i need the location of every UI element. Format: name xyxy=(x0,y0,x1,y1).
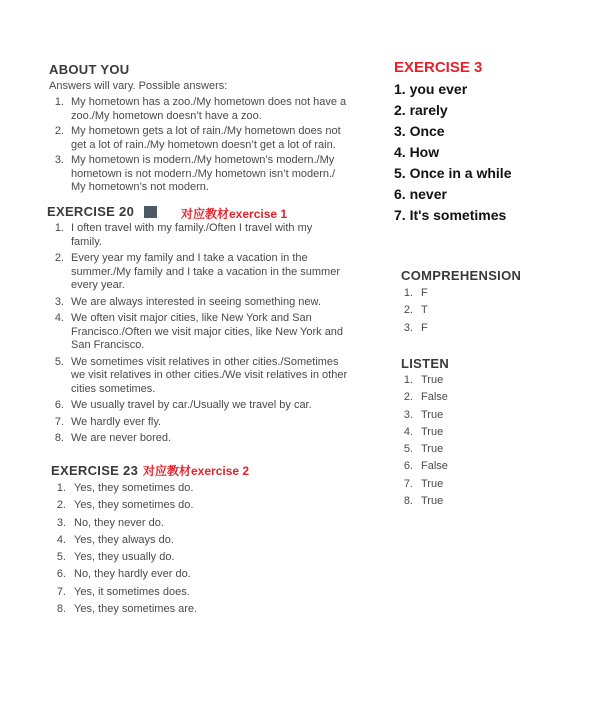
item-text: F xyxy=(421,287,428,299)
item-number: 7. xyxy=(56,585,66,598)
list-item xyxy=(48,601,348,618)
text-line: Every year my family and I take a vacation in the xyxy=(71,252,308,264)
list-item xyxy=(395,458,545,475)
text-line: My hometown’s not modern. xyxy=(71,181,209,193)
text-line: We hardly ever fly. xyxy=(71,415,162,428)
list-item xyxy=(52,296,360,310)
exercise-23-note: 对应教材exercise 2 xyxy=(143,464,250,478)
list-item xyxy=(48,515,348,532)
list-item xyxy=(48,584,348,601)
item-text: F xyxy=(421,321,428,334)
item-text: Yes, they sometimes do. xyxy=(74,499,194,512)
exercise-20-note: 对应教材exercise 1 xyxy=(181,207,288,221)
list-item xyxy=(52,356,360,397)
list-item: 3. Once xyxy=(394,123,445,139)
item-text: False xyxy=(421,460,448,473)
item-number: 3. xyxy=(54,295,64,308)
about-you-intro: Answers will vary. Possible answers: xyxy=(49,80,228,92)
text-line: We sometimes visit relatives in other cities./Sometimes xyxy=(71,355,339,368)
list-item xyxy=(48,497,348,514)
item-number: 5. xyxy=(56,551,66,564)
item-text xyxy=(64,125,352,152)
listen-heading: LISTEN xyxy=(401,356,450,371)
list-item xyxy=(48,566,348,583)
text-line: My hometown has a zoo./My hometown does not have a xyxy=(71,96,347,108)
text-line: My hometown is modern./My hometown’s modern./My xyxy=(71,154,335,166)
item-number: 8. xyxy=(54,432,64,444)
text-line: We are never bored. xyxy=(71,432,172,444)
item-number: 4. xyxy=(403,425,413,438)
item-number: 6. xyxy=(56,568,66,581)
item-number: 1. xyxy=(56,482,66,494)
list-item xyxy=(48,532,348,549)
item-text: Yes, they usually do. xyxy=(74,551,175,564)
exercise-3-answer-list xyxy=(394,79,584,226)
item-text xyxy=(64,416,360,430)
list-item xyxy=(52,312,360,353)
exercise-20-answer-list xyxy=(52,222,360,446)
list-item xyxy=(52,432,360,446)
item-number: 8. xyxy=(403,495,413,508)
list-item xyxy=(395,476,545,493)
list-item: 1. you ever xyxy=(394,81,468,97)
item-text: True xyxy=(421,443,444,456)
about-you-answer-list xyxy=(52,96,352,195)
item-text xyxy=(64,399,360,413)
item-text: No, they hardly ever do. xyxy=(74,568,191,581)
item-text: False xyxy=(421,391,448,404)
text-line: get a lot of rain./My hometown doesn’t get a lot of rain. xyxy=(71,138,336,151)
item-number: 2. xyxy=(54,125,64,137)
comprehension-heading: COMPREHENSION xyxy=(401,268,522,283)
item-text xyxy=(64,312,360,353)
list-item xyxy=(52,154,352,195)
exercise-20-heading: EXERCISE 20 xyxy=(47,204,135,219)
item-number: 3. xyxy=(403,408,413,421)
item-text xyxy=(64,154,352,195)
text-line: We usually travel by car./Usually we travel by car. xyxy=(71,399,312,411)
item-text xyxy=(64,252,360,293)
item-number: 1. xyxy=(54,222,64,234)
text-line: San Francisco. xyxy=(71,339,145,351)
list-item xyxy=(395,302,545,319)
text-line: we visit relatives in other cities./We visit relatives in other xyxy=(71,369,348,381)
item-text: T xyxy=(421,304,428,317)
item-text: True xyxy=(421,374,444,386)
text-line: family. xyxy=(71,235,102,248)
list-item: 2. rarely xyxy=(394,102,448,118)
list-item xyxy=(395,389,545,406)
item-text: Yes, they sometimes do. xyxy=(74,482,194,494)
list-item xyxy=(52,96,352,123)
text-line: My hometown gets a lot of rain./My hometown does not xyxy=(71,125,341,137)
list-item: 7. It's sometimes xyxy=(394,207,507,223)
text-line: zoo./My hometown doesn’t have a zoo. xyxy=(71,109,262,122)
about-you-heading: ABOUT YOU xyxy=(49,62,130,77)
list-item: 4. How xyxy=(394,144,440,160)
list-item xyxy=(52,222,360,249)
item-text: Yes, they always do. xyxy=(74,533,174,546)
item-text: True xyxy=(421,408,444,421)
list-item: 5. Once in a while xyxy=(394,165,512,181)
item-text: True xyxy=(421,425,444,438)
item-number: 4. xyxy=(56,533,66,546)
item-number: 1. xyxy=(403,374,413,386)
list-item xyxy=(395,372,545,389)
item-text xyxy=(64,432,360,446)
item-number: 2. xyxy=(54,252,64,264)
text-line: I often travel with my family./Often I travel with my xyxy=(71,222,313,234)
item-number: 5. xyxy=(403,443,413,456)
item-number: 6. xyxy=(54,399,64,411)
list-item xyxy=(395,424,545,441)
item-text xyxy=(64,222,360,249)
item-number: 1. xyxy=(403,287,413,299)
item-number: 7. xyxy=(403,477,413,490)
list-item xyxy=(395,320,545,337)
item-number: 8. xyxy=(56,603,66,616)
exercise-23-heading: EXERCISE 23 xyxy=(51,463,139,478)
text-line: We often visit major cities, like New York and San xyxy=(71,312,312,324)
text-line: cities sometimes. xyxy=(71,382,156,395)
list-item: 6. never xyxy=(394,186,447,202)
item-number: 2. xyxy=(403,304,413,317)
item-number: 7. xyxy=(54,415,64,428)
item-number: 4. xyxy=(54,312,64,324)
text-line: We are always interested in seeing something new. xyxy=(71,295,321,308)
item-text: True xyxy=(421,495,444,508)
list-item xyxy=(395,407,545,424)
item-text: No, they never do. xyxy=(74,516,164,529)
listen-answer-list xyxy=(395,372,545,510)
text-line: every year. xyxy=(71,279,125,291)
list-item xyxy=(395,493,545,510)
list-item xyxy=(48,480,348,497)
list-item xyxy=(48,549,348,566)
list-item xyxy=(52,416,360,430)
list-item xyxy=(52,125,352,152)
item-text xyxy=(64,356,360,397)
item-text: True xyxy=(421,477,444,490)
item-number: 3. xyxy=(403,321,413,334)
item-number: 2. xyxy=(403,391,413,404)
list-item xyxy=(52,399,360,413)
item-number: 5. xyxy=(54,355,64,368)
list-item xyxy=(395,285,545,302)
comprehension-answer-list xyxy=(395,285,545,337)
text-line: hometown is not modern./My hometown isn’t modern./ xyxy=(71,167,336,180)
item-number: 3. xyxy=(56,516,66,529)
item-text xyxy=(64,296,360,310)
item-text: Yes, they sometimes are. xyxy=(74,603,198,616)
exercise-3-heading: EXERCISE 3 xyxy=(394,59,483,76)
item-number: 6. xyxy=(403,460,413,473)
list-item xyxy=(395,441,545,458)
text-line: summer./My family and I take a vacation in the summer xyxy=(71,265,340,278)
text-line: Francisco./Often we visit major cities, like New York and xyxy=(71,325,344,338)
list-item xyxy=(52,252,360,293)
marker-box xyxy=(144,206,157,218)
item-text xyxy=(64,96,352,123)
item-number: 2. xyxy=(56,499,66,512)
exercise-23-answer-list xyxy=(48,480,348,618)
item-number: 3. xyxy=(54,154,64,166)
item-text: Yes, it sometimes does. xyxy=(74,585,190,598)
item-number: 1. xyxy=(54,96,64,108)
